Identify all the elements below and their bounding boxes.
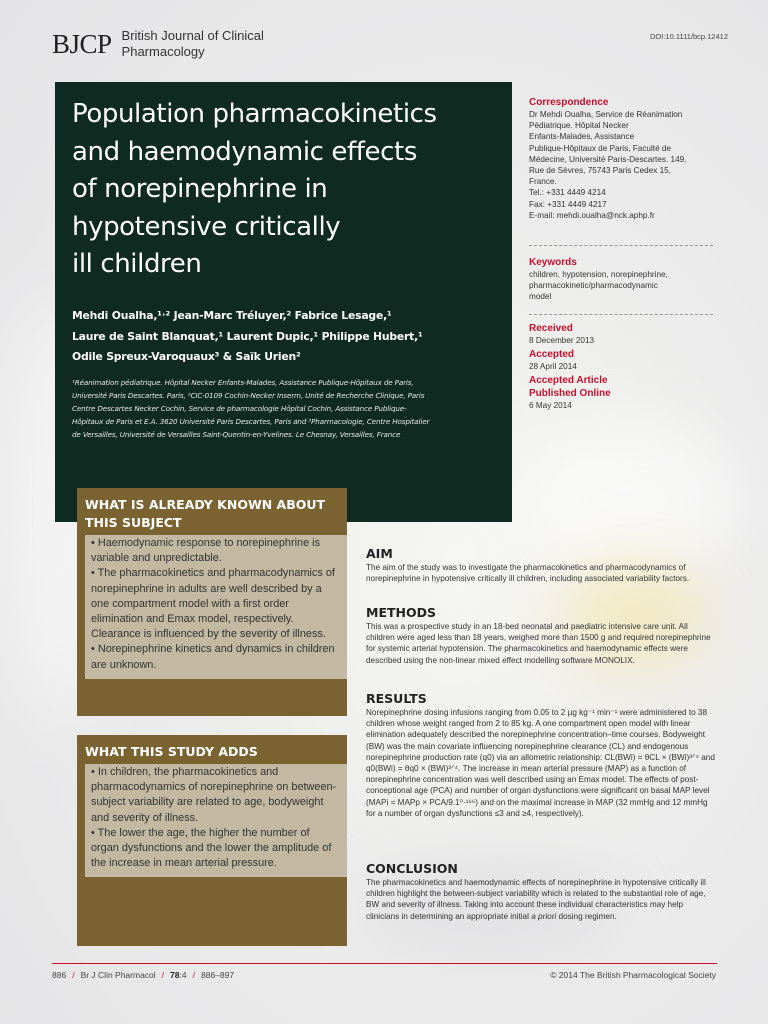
journal-logo: [52, 28, 264, 60]
correspondence-line: Rue de Sèvres, 75743 Paris Cedex 15,: [529, 166, 672, 176]
footer-citation: 886 / Br J Clin Pharmacol / 78:4 / 886–897: [52, 970, 235, 980]
correspondence-line: Pédiatrique. Hôpital Necker: [529, 121, 629, 131]
list-item: • The lower the age, the higher the number of organ dysfunctions and the lower the amplitude of the increase in mean arterial pressure.: [91, 826, 332, 870]
abstract-results: [366, 691, 716, 819]
title-panel: [55, 82, 512, 522]
keywords-section: [529, 256, 715, 303]
list-item: • Norepinephrine kinetics and dynamics in children are unknown.: [91, 643, 335, 671]
aim-heading: AIM: [366, 546, 393, 561]
accepted-date: 28 April 2014: [529, 362, 577, 372]
title-line: and haemodynamic effects: [72, 136, 417, 167]
author-line: Odile Spreux-Varoquaux³ & Saïk Urien²: [72, 350, 301, 363]
title-line: hypotensive critically: [72, 211, 341, 242]
title-line: ill children: [72, 249, 202, 279]
list-item: • In children, the pharmacokinetics and pharmacodynamics of norepinephrine on between-subject variability are related to age, bodyweight and severity of illness.: [91, 766, 337, 824]
already-known-heading-line: THIS SUBJECT: [85, 515, 182, 530]
received-heading: Received: [529, 323, 573, 334]
received-date: 8 December 2013: [529, 336, 595, 345]
affiliation-line: Centre Descartes Necker Cochin, Service de pharmacologie Hôpital Cochin, Assistance Publique-: [72, 404, 407, 413]
conclusion-text: [366, 877, 716, 922]
published-date: 6 May 2014: [529, 401, 572, 411]
article-title: [72, 96, 502, 284]
correspondence-line: Publique-Hôpitaux de Paris, Faculté de: [529, 143, 671, 153]
results-heading: RESULTS: [366, 691, 427, 706]
author-line: Laure de Saint Blanquat,¹ Laurent Dupic,¹ Philippe Hubert,¹: [72, 329, 423, 343]
list-item: • Haemodynamic response to norepinephrine is variable and unpredictable.: [91, 537, 321, 565]
correspondence-heading: Correspondence: [529, 97, 609, 108]
conclusion-text-italic: a priori: [531, 911, 557, 921]
conclusion-text-end: dosing regimen.: [558, 911, 617, 921]
study-adds-heading: WHAT THIS STUDY ADDS: [85, 744, 258, 759]
correspondence-line: Médecine, Université Paris-Descartes. 149,: [529, 154, 687, 164]
affiliation-line: Université Paris Descartes. Paris, ²CIC-0109 Cochin-Necker Inserm, Unité de Recherche Clinique, Paris: [72, 391, 425, 400]
journal-name-line: Pharmacology: [121, 44, 205, 59]
already-known-heading: [77, 488, 347, 532]
study-adds-list: [85, 764, 347, 877]
sidebar-divider: [529, 245, 715, 246]
affiliation-line: Hôpitaux de Paris et E.A. 3620 Université Paris Descartes, Paris and ³Pharmacologie, Centre Hospitalier: [72, 417, 430, 426]
title-line: of norepinephrine in: [72, 174, 328, 204]
keywords-heading: Keywords: [529, 257, 577, 268]
sidebar-divider: [529, 314, 715, 315]
accepted-heading: Accepted: [529, 349, 575, 361]
title-line: Population pharmacokinetics: [72, 99, 437, 129]
keywords-line: pharmacokinetic/pharmacodynamic: [529, 281, 658, 291]
issue: :4: [179, 970, 187, 980]
results-text: Norepinephrine dosing infusions ranging from 0.05 to 2 µg kg⁻¹ min⁻¹ were administered to 38 children whose weight ranged from 2 to 85 kg. A one compartment open model with linear elimination adequately described the norepinephrine concentration–time courses. Bodyweight (BW) was the main covariate influencing norepinephrine clearance (CL) and endogenous norepinephrine production rate (q0) via an allometric relationship: CL(BWi) = θCL × (BWi)³ᐟ⁴ and q0(BWi) = θq0 × (BWi)³ᐟ⁴. The increase in mean arterial pressure (MAP) as a function of norepinephrine concentration was well described using an Emax model. The effects of post-conceptional age (PCA) and number of organ dysfunctions were significant on basal MAP level (MAPi = MAPp × PCA/9.1⁰·¹⁶⁶) and on the maximal increase in MAP (32 mmHg and 12 mmHg for a number of organ dysfunctions ≤3 and ≥4, respectively).: [366, 708, 715, 818]
keywords-line: model: [529, 292, 552, 302]
study-adds-box: [77, 735, 347, 946]
author-line: Mehdi Oualha,¹˒² Jean-Marc Tréluyer,² Fabrice Lesage,¹: [72, 309, 392, 322]
conclusion-text-main: The pharmacokinetics and haemodynamic effects of norepinephrine in hypotensive critically ill children highlight the between-subject variability which is related to the substantial role of age, BW and severity of illness. Taking into account these individual characteristics may help clinicians in determining an appropriate initial: [366, 878, 706, 921]
abstract-aim: [366, 546, 716, 584]
aim-text: The aim of the study was to investigate the pharmacokinetics and pharmacodynamics of norepinephrine in hypotensive critically ill children, including associated variability factors.: [366, 563, 690, 584]
footer-divider: [52, 963, 717, 964]
correspondence-line: Dr Mehdi Oualha, Service de Réanimation: [529, 110, 683, 119]
logo-mark: BJCP: [52, 28, 112, 59]
page-number: 886: [52, 970, 67, 980]
published-heading: [529, 374, 715, 400]
correspondence-line: Tel.: +331 4449 4214: [529, 188, 606, 198]
journal-name: [122, 28, 264, 60]
already-known-heading-line: WHAT IS ALREADY KNOWN ABOUT: [85, 497, 326, 512]
already-known-list: [85, 535, 347, 679]
correspondence-section: [529, 96, 715, 221]
volume: 78: [170, 970, 180, 980]
abstract-conclusion: [366, 861, 716, 922]
conclusion-heading: CONCLUSION: [366, 861, 458, 876]
journal-name-line: British Journal of Clinical: [121, 28, 264, 43]
affiliation-line: de Versailles, Université de Versailles Saint-Quentin-en-Yvelines. Le Chesnay, Versailles, France: [72, 430, 401, 439]
keywords-line: children, hypotension, norepinephrine,: [529, 270, 668, 279]
methods-text: This was a prospective study in an 18-bed neonatal and paediatric intensive care unit. All children were aged less than 18 years, weighed more than 1500 g and required norepinephrine for systemic arterial hypotension. The pharmacokinetics and haemodynamic effects were described using the non-linear mixed effect modelling software MONOLIX.: [366, 622, 711, 665]
correspondence-line: France.: [529, 177, 557, 187]
abstract-methods: [366, 605, 716, 666]
doi: DOI:10.1111/bcp.12412: [650, 32, 728, 41]
copyright: © 2014 The British Pharmacological Society: [550, 970, 716, 980]
already-known-box: [77, 488, 347, 716]
page-range: 886–897: [200, 970, 235, 980]
author-list: [72, 306, 502, 368]
correspondence-line: Fax: +331 4449 4217: [529, 199, 607, 209]
affiliation-line: ¹Réanimation pédiatrique. Hôpital Necker Enfants-Malades, Assistance Publique-Hôpitaux de Paris,: [72, 378, 414, 387]
email-link[interactable]: E-mail: mehdi.oualha@nck.aphp.fr: [529, 210, 655, 220]
affiliations: [72, 376, 504, 441]
published-heading-line: Accepted Article: [529, 375, 608, 387]
list-item: • The pharmacokinetics and pharmacodynamics of norepinephrine in adults are well described by a one compartment model with a first order elimination and Emax model, respectively. Clearance is influenced by the severity of illness.: [91, 567, 335, 641]
dates-section: [529, 322, 715, 412]
journal-abbreviation: Br J Clin Pharmacol: [80, 970, 156, 980]
methods-heading: METHODS: [366, 605, 436, 620]
correspondence-line: Enfants-Malades, Assistance: [529, 132, 635, 142]
published-heading-line: Published Online: [529, 388, 611, 400]
